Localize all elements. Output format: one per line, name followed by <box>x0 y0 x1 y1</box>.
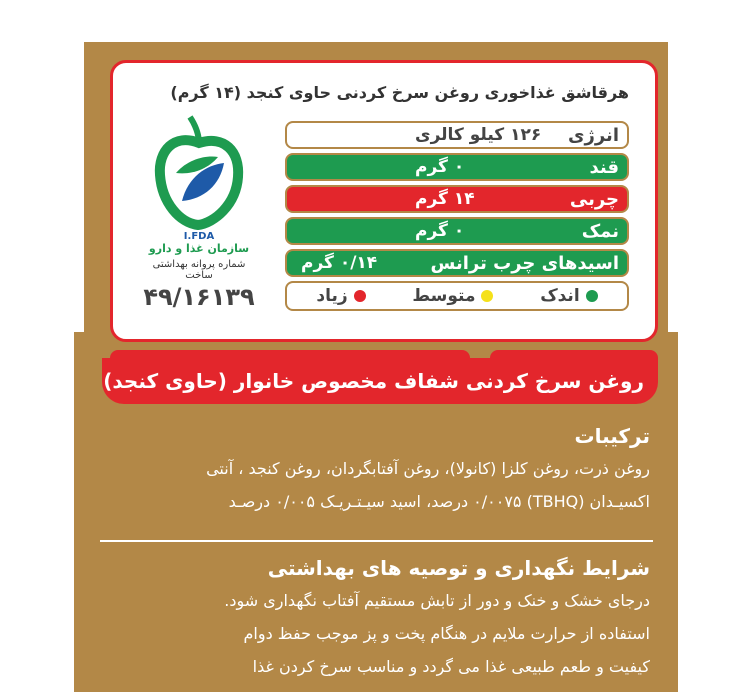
red-dot-icon <box>354 290 366 302</box>
nutrition-row-energy <box>285 121 629 149</box>
ingredients-section <box>95 424 650 518</box>
nutrition-row-salt <box>285 217 629 245</box>
nutrient-value: ۱۲۶ کیلو کالری <box>415 125 542 145</box>
nutrient-name: انرژی <box>568 124 619 146</box>
legend-high <box>316 286 365 306</box>
legend-medium <box>412 286 493 306</box>
banner-tab-right <box>490 350 658 358</box>
storage-section <box>95 556 650 683</box>
ingredients-line-2: اکسیـدان (TBHQ) ۰/۰۰۷۵ درصد، اسید سیـتـریـک ۰/۰۰۵ درصـد <box>228 492 650 511</box>
ifda-apple-logo-icon <box>154 115 244 235</box>
nutrient-value: ۰ گرم <box>415 221 465 241</box>
nutrition-row-fat <box>285 185 629 213</box>
ifda-abbr: I.FDA <box>183 231 215 242</box>
nutrient-name: اسیدهای چرب ترانس <box>430 252 619 274</box>
legend-high-label: زیاد <box>316 286 348 306</box>
ingredients-line-1: روغن ذرت، روغن کلزا (کانولا)، روغن آفتابگردان، روغن کنجد ، آنتی <box>206 459 650 478</box>
nutrient-value: ۰ گرم <box>415 157 465 177</box>
ifda-logo <box>143 115 255 325</box>
nutrition-card <box>110 60 658 342</box>
permit-label: شماره پروانه بهداشتی ساخت <box>152 259 246 281</box>
nutrition-rows <box>285 121 629 311</box>
green-dot-icon <box>586 290 598 302</box>
section-divider <box>100 540 653 542</box>
nutrient-name: قند <box>589 156 619 178</box>
storage-line-2: استفاده از حرارت ملایم در هنگام پخت و پز موجب حفظ دوام <box>243 624 650 643</box>
banner-tab-left <box>110 350 470 358</box>
storage-line-3: کیفیت و طعم طبیعی غذا می گردد و مناسب سرخ کردن غذا <box>252 657 650 676</box>
nutrition-row-sugar <box>285 153 629 181</box>
product-name-banner: روغن سرخ کردنی شفاف مخصوص خانوار (حاوی کنجد) <box>102 358 658 404</box>
legend-medium-label: متوسط <box>412 286 476 306</box>
ifda-org-name: سازمان غذا و دارو <box>148 242 250 255</box>
storage-heading: شرایط نگهداری و توصیه های بهداشتی <box>267 556 650 580</box>
legend-low <box>540 286 597 306</box>
legend-low-label: اندک <box>540 286 580 306</box>
nutrient-value: ۱۴ گرم <box>415 189 475 209</box>
nutrient-name: چربی <box>569 188 619 210</box>
yellow-dot-icon <box>481 290 493 302</box>
nutrient-value: ۰/۱۴ گرم <box>301 253 378 273</box>
nutrition-row-trans-fat <box>285 249 629 277</box>
permit-number: ۴۹/۱۶۱۳۹ <box>143 283 255 311</box>
nutrient-name: نمک <box>581 220 619 242</box>
nutrition-card-title: هرقاشق غذاخوری روغن سرخ کردنی حاوی کنجد (۱۴ گرم) <box>170 83 629 102</box>
storage-line-1: درجای خشک و خنک و دور از تابش مستقیم آفتاب نگهداری شود. <box>224 591 650 610</box>
ingredients-heading: ترکیبات <box>574 424 650 448</box>
traffic-light-legend <box>285 281 629 311</box>
